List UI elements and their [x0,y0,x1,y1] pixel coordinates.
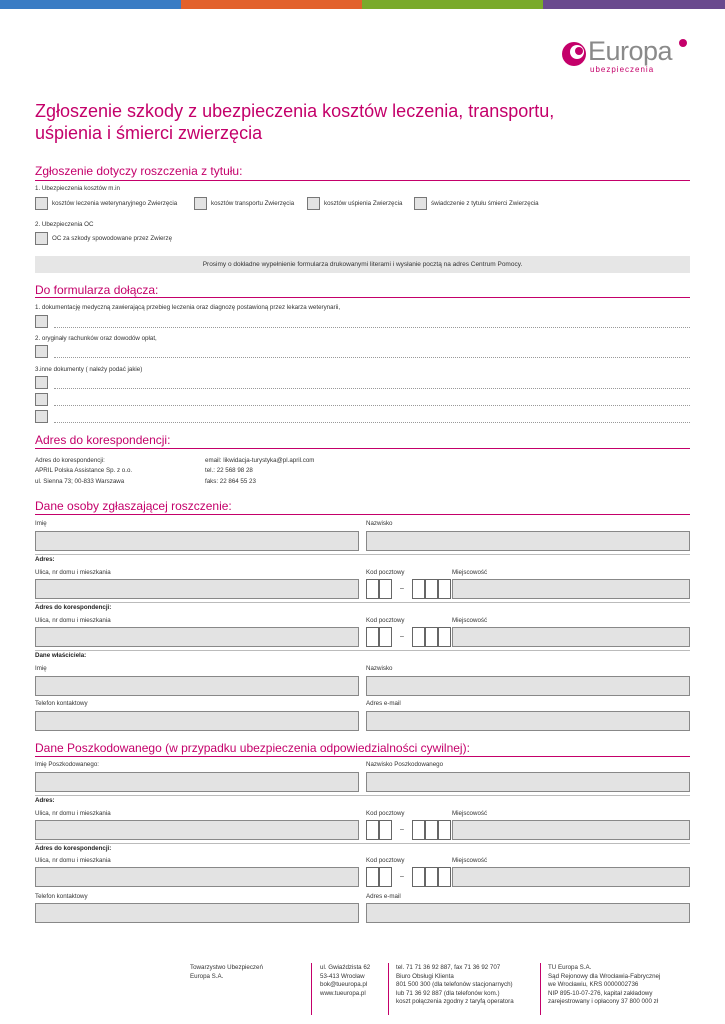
zip-digit[interactable] [438,820,451,840]
zip-digit[interactable] [379,579,392,599]
victim-corr-zip-field[interactable] [366,867,451,887]
attach-item-1: 1. dokumentację medyczną zawierającą przebieg leczenia oraz diagnozę postawioną przez lekarza weterynarii, [35,304,341,311]
group2-label: 2. Ubezpieczenia OC [35,221,94,228]
checkbox-oc[interactable] [35,232,48,245]
label-corr-address: Adres do korespondencji: [35,604,112,611]
top-bar-purple [543,0,725,9]
label-victim-corr-address: Adres do korespondencji: [35,845,112,852]
zip-digit[interactable] [438,579,451,599]
label-victim-phone: Telefon kontaktowy [35,893,88,900]
zip-dash: – [400,633,404,640]
corr-label: Adres do korespondencji: [35,457,105,464]
checkbox-attach-invoices[interactable] [35,345,48,358]
divider [35,554,690,555]
footer-registry: TU Europa S.A. Sąd Rejonowy dla Wrocławia-Fabrycznej we Wrocławiu, KRS 0000002736 NIP 895-10-07-276, kapitał zakładowy zarejestrowany i opłacony 37 800 000 zł [548,964,661,1005]
victim-last-name-field[interactable] [366,772,690,792]
claim-heading: Zgłoszenie dotyczy roszczenia z tytułu: [35,164,243,178]
checkbox-attach-other-3[interactable] [35,410,48,423]
victim-rule [35,756,690,757]
zip-digit[interactable] [412,867,425,887]
footer-separator [311,963,312,1015]
zip-digit[interactable] [366,820,379,840]
label-victim-city: Miejscowość [452,810,488,817]
label-owner-first-name: Imię [35,665,47,672]
attach-line-2 [54,357,690,358]
email-field[interactable] [366,711,690,731]
label-victim-address: Adres: [35,797,55,804]
europa-swirl-icon [560,40,588,68]
zip-digit[interactable] [366,579,379,599]
label-address: Adres: [35,556,55,563]
logo-subtitle: ubezpieczenia [590,65,655,74]
divider [35,843,690,844]
first-name-field[interactable] [35,531,359,551]
attach-item-2: 2. oryginały rachunków oraz dowodów opłat, [35,335,157,342]
footer-address: ul. Gwiaździsta 62 53-413 Wrocław bok@tueuropa.pl www.tueuropa.pl [320,964,371,997]
label-victim-corr-zip: Kod pocztowy [366,857,405,864]
option-euthanasia: kosztów uśpienia Zwierzęcia [324,200,403,207]
checkbox-vet-treatment[interactable] [35,197,48,210]
victim-corr-city-field[interactable] [452,867,690,887]
victim-city-field[interactable] [452,820,690,840]
attach-item-3: 3.inne dokumenty ( należy podać jakie) [35,366,143,373]
label-last-name: Nazwisko [366,520,393,527]
attach-heading: Do formularza dołącza: [35,283,159,297]
victim-phone-field[interactable] [35,903,359,923]
footer-contact: tel. 71 71 36 92 887, fax 71 36 92 707 Biuro Obsługi Klienta 801 500 300 (dla telefonów stacjonarnych) lub 71 36 92 887 (dla telefonów kom.) koszt połączenia zgodny z taryfą operatora [396,964,514,1005]
label-corr-zip: Kod pocztowy [366,617,405,624]
label-street: Ulica, nr domu i mieszkania [35,569,111,576]
zip-field[interactable] [366,579,451,599]
victim-corr-street-field[interactable] [35,867,359,887]
victim-first-name-field[interactable] [35,772,359,792]
option-transport: kosztów transportu Zwierzęcia [211,200,295,207]
label-city: Miejscowość [452,569,488,576]
victim-email-field[interactable] [366,903,690,923]
group1-label: 1. Ubezpieczenia kosztów m.in [35,185,120,192]
corr-company: APRIL Polska Assistance Sp. z o.o. [35,467,133,474]
correspondence-rule [35,448,690,449]
checkbox-death-benefit[interactable] [414,197,427,210]
owner-last-name-field[interactable] [366,676,690,696]
label-victim-corr-city: Miejscowość [452,857,488,864]
city-field[interactable] [452,579,690,599]
corr-street-field[interactable] [35,627,359,647]
instruction-note: Prosimy o dokładne wypełnienie formularza drukowanymi literami i wysłanie pocztą na adres Centrum Pomocy. [35,256,690,273]
top-color-bar [0,0,725,9]
claimant-heading: Dane osoby zgłaszającej roszczenie: [35,499,232,513]
label-corr-street: Ulica, nr domu i mieszkania [35,617,111,624]
corr-zip-field[interactable] [366,627,451,647]
zip-digit[interactable] [425,627,438,647]
zip-digit[interactable] [366,627,379,647]
europa-logo [560,36,690,74]
zip-digit[interactable] [379,627,392,647]
divider [35,650,690,651]
claimant-rule [35,514,690,515]
checkbox-euthanasia[interactable] [307,197,320,210]
label-victim-corr-street: Ulica, nr domu i mieszkania [35,857,111,864]
logo-dot-icon [678,38,688,48]
top-bar-green [362,0,543,9]
zip-digit[interactable] [438,867,451,887]
corr-street: ul. Sienna 73; 00-833 Warszawa [35,478,125,485]
checkbox-attach-other-2[interactable] [35,393,48,406]
zip-digit[interactable] [379,867,392,887]
correspondence-heading: Adres do korespondencji: [35,433,171,447]
victim-street-field[interactable] [35,820,359,840]
label-owner-last-name: Nazwisko [366,665,393,672]
zip-digit[interactable] [438,627,451,647]
label-victim-street: Ulica, nr domu i mieszkania [35,810,111,817]
label-zip: Kod pocztowy [366,569,405,576]
attach-rule [35,297,690,298]
page-title: Zgłoszenie szkody z ubezpieczenia kosztów leczenia, transportu, uśpienia i śmierci zwierzęcia [35,101,555,143]
checkbox-attach-other-1[interactable] [35,376,48,389]
label-owner: Dane właściciela: [35,652,87,659]
label-email: Adres e-mail [366,700,401,707]
zip-digit[interactable] [425,579,438,599]
label-phone: Telefon kontaktowy [35,700,88,707]
corr-city-field[interactable] [452,627,690,647]
zip-digit[interactable] [412,820,425,840]
zip-dash: – [400,873,404,880]
label-victim-zip: Kod pocztowy [366,810,405,817]
corr-email: email: likwidacja-turystyka@pl.april.com [205,457,315,464]
label-first-name: Imię [35,520,47,527]
top-bar-orange [181,0,362,9]
attach-line-4 [54,405,690,406]
option-vet-treatment: kosztów leczenia weterynaryjnego Zwierzęcia [52,200,178,207]
zip-digit[interactable] [412,579,425,599]
option-death-benefit: świadczenie z tytułu śmierci Zwierzęcia [431,200,539,207]
attach-line-5 [54,422,690,423]
owner-first-name-field[interactable] [35,676,359,696]
phone-field[interactable] [35,711,359,731]
label-victim-last-name: Nazwisko Poszkodowanego [366,761,444,768]
checkbox-transport[interactable] [194,197,207,210]
footer-company: Towarzystwo Ubezpieczeń Europa S.A. [190,964,263,980]
checkbox-attach-medical[interactable] [35,315,48,328]
divider [35,795,690,796]
attach-line-3 [54,388,690,389]
zip-dash: – [400,585,404,592]
option-oc: OC za szkody spowodowane przez Zwierzę [52,235,173,242]
corr-fax: faks: 22 864 55 23 [205,478,256,485]
zip-digit[interactable] [366,867,379,887]
top-bar-blue [0,0,181,9]
label-victim-email: Adres e-mail [366,893,401,900]
zip-digit[interactable] [425,867,438,887]
footer-separator [388,963,389,1015]
victim-heading: Dane Poszkodowanego (w przypadku ubezpieczenia odpowiedzialności cywilnej): [35,741,470,755]
footer-separator [540,963,541,1015]
zip-digit[interactable] [425,820,438,840]
attach-line-1 [54,327,690,328]
victim-zip-field[interactable] [366,820,451,840]
last-name-field[interactable] [366,531,690,551]
zip-digit[interactable] [412,627,425,647]
zip-digit[interactable] [379,820,392,840]
divider [35,602,690,603]
corr-phone: tel.: 22 568 98 28 [205,467,253,474]
claim-rule [35,180,690,181]
label-corr-city: Miejscowość [452,617,488,624]
zip-dash: – [400,826,404,833]
label-victim-first-name: Imię Poszkodowanego: [35,761,99,768]
logo-wordmark: Europa [588,36,673,66]
street-field[interactable] [35,579,359,599]
